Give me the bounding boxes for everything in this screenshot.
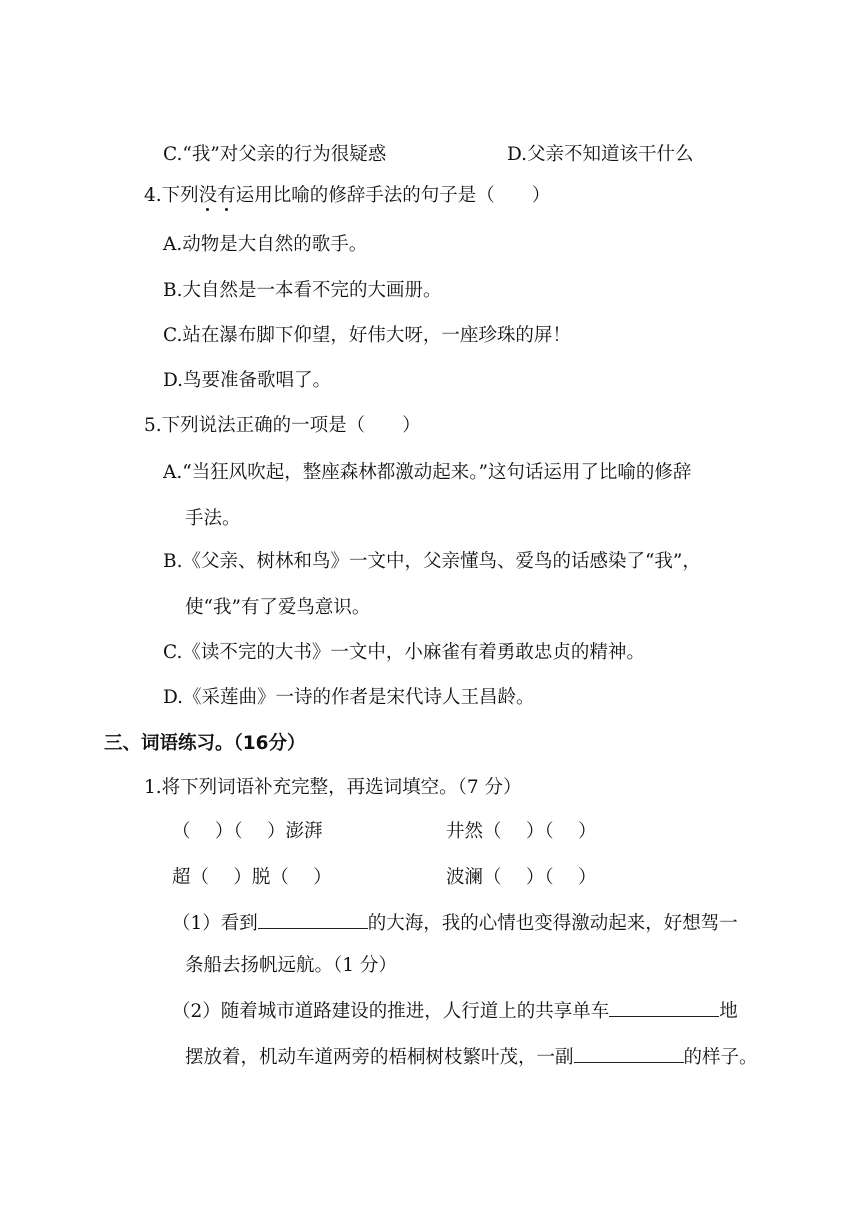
word-fill-2: 井然（ ）（ ） <box>446 821 597 842</box>
q4-option-c: C.站在瀑布脚下仰望，好伟大呀，一座珍珠的屏！ <box>163 325 571 346</box>
emphasis-dot <box>225 208 228 211</box>
word-fill-1: （ ）（ ）澎湃 <box>172 821 323 842</box>
sentence-2-cont <box>185 1044 758 1070</box>
sentence-1 <box>172 910 738 936</box>
sentence-2-cont-start: 摆放着，机动车道两旁的梧桐树枝繁叶茂，一副 <box>185 1047 574 1068</box>
q5-option-b: B.《父亲、树林和鸟》一文中，父亲懂鸟、爱鸟的话感染了“我”， <box>163 551 701 572</box>
q5-stem: 5.下列说法正确的一项是（ ） <box>144 415 421 436</box>
q4-option-b: B.大自然是一本看不完的大画册。 <box>163 280 442 301</box>
q4-stem-after: 运用比喻的修辞手法的句子是（ ） <box>235 185 551 206</box>
answer-blank[interactable] <box>574 1044 684 1063</box>
q5-option-b-cont: 使“我”有了爱鸟意识。 <box>185 597 371 618</box>
sentence-2-start: （2）随着城市道路建设的推进，人行道上的共享单车 <box>172 1001 610 1022</box>
word-fill-4: 波澜（ ）（ ） <box>446 867 597 888</box>
sentence-2 <box>172 998 738 1024</box>
q4-option-d: D.鸟要准备歌唱了。 <box>163 370 332 391</box>
answer-blank[interactable] <box>609 998 719 1017</box>
q4-option-a: A.动物是大自然的歌手。 <box>163 234 368 255</box>
q3-option-d: D.父亲不知道该干什么 <box>507 144 694 165</box>
q5-option-a-cont: 手法。 <box>185 508 241 529</box>
q5-option-a: A.“当狂风吹起，整座森林都激动起来。”这句话运用了比喻的修辞 <box>163 462 692 483</box>
sentence-2-end: 地 <box>719 1001 738 1022</box>
sentence-1-cont: 条船去扬帆远航。（1 分） <box>185 955 397 976</box>
q4-stem <box>144 184 550 208</box>
s3-q1-stem: 1.将下列词语补充完整，再选词填空。（7 分） <box>144 777 522 798</box>
q4-emphasis-2: 有 <box>217 185 236 206</box>
q5-option-c: C.《读不完的大书》一文中，小麻雀有着勇敢忠贞的精神。 <box>163 642 645 663</box>
answer-blank[interactable] <box>258 910 368 929</box>
sentence-1-end: 的大海，我的心情也变得激动起来，好想驾一 <box>367 913 738 934</box>
section-title: 三、词语练习。（16分） <box>104 733 306 754</box>
sentence-2-cont-end: 的样子。 <box>683 1047 758 1068</box>
q4-emphasis-1: 没 <box>199 185 218 206</box>
emphasis-dot <box>206 208 209 211</box>
q3-option-c: C.“我”对父亲的行为很疑惑 <box>163 144 387 165</box>
q4-stem-before: 4.下列 <box>144 185 199 206</box>
word-fill-3: 超（ ）脱（ ） <box>172 867 332 888</box>
q5-option-d: D.《采莲曲》一诗的作者是宋代诗人王昌龄。 <box>163 687 535 708</box>
sentence-1-start: （1）看到 <box>172 913 258 934</box>
